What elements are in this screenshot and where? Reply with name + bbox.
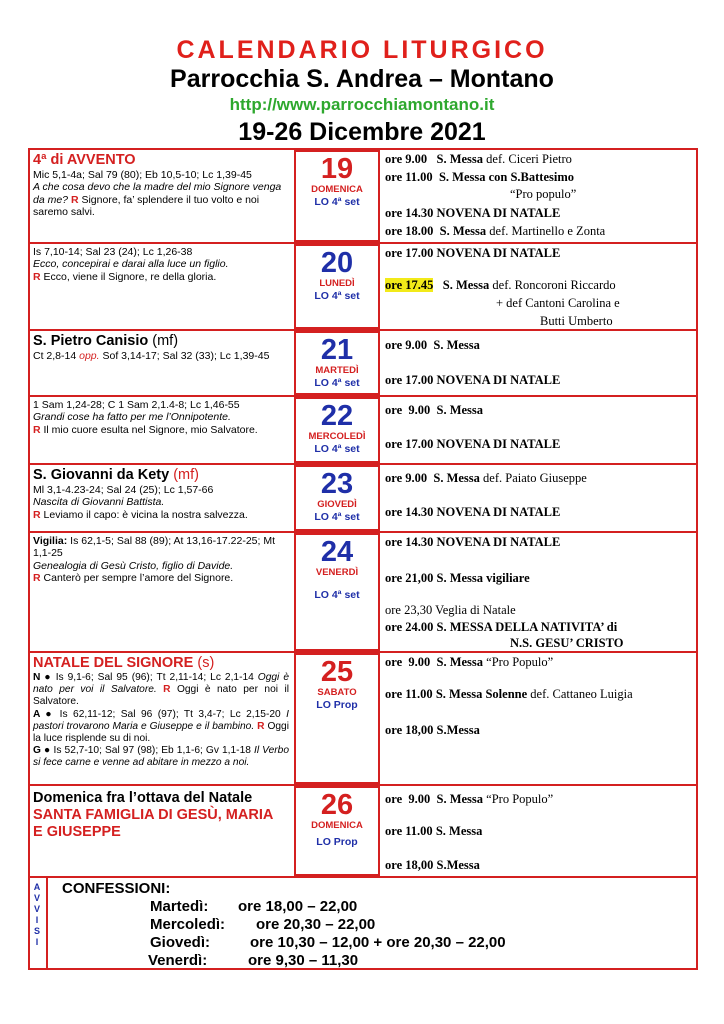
event-line: ore 9.00 S. Messa def. Ciceri Pietro <box>385 152 572 166</box>
response: Signore, fa’ splendere il tuo volto e noi saremo salvi. <box>33 193 260 219</box>
notices-label: A V V I S I <box>33 882 41 947</box>
event-line: ore 17.00 NOVENA DI NATALE <box>385 437 561 451</box>
day-row-25 <box>30 651 696 784</box>
event-line: ore 17.00 NOVENA DI NATALE <box>385 246 561 260</box>
confession-hours: ore 10,30 – 12,00 + ore 20,30 – 22,00 <box>250 934 506 951</box>
liturgy-of-hours: LO 4ª set <box>314 511 360 523</box>
event-line: ore 18.00 S. Messa def. Martinello e Zonta <box>385 224 606 238</box>
confession-day: Venerdì: <box>148 952 208 969</box>
day-cell <box>294 244 380 329</box>
day-number: 24 <box>320 536 354 568</box>
feast-subtitle: SANTA FAMIGLIA DI GESÙ, MARIA E GIUSEPPE <box>33 807 273 840</box>
day-cell <box>294 653 380 784</box>
vigil-label: Vigilia: <box>33 535 68 547</box>
events-cell <box>382 533 696 651</box>
parish-url[interactable]: http://www.parrocchiamontano.it <box>229 95 495 114</box>
response: Il mio cuore esulta nel Signore, mio Salvatore. <box>43 423 258 436</box>
feast-rank: (mf) <box>173 467 199 483</box>
weekday: MARTEDÌ <box>315 365 359 376</box>
event-line: ore 14.30 NOVENA DI NATALE <box>385 206 561 220</box>
response-mark: R <box>33 423 41 436</box>
liturgy-cell <box>30 786 292 876</box>
event-line: ore 11.00 S. Messa con S.Battesimo <box>385 170 575 184</box>
readings: Ml 3,1-4.23-24; Sal 24 (25); Lc 1,57-66 <box>33 484 214 496</box>
events-cell <box>382 244 696 329</box>
event-line: ore 24.00 S. MESSA DELLA NATIVITA’ di <box>385 620 618 634</box>
day-row-20 <box>30 242 696 329</box>
event-line: ore 11.00 S. Messa Solenne def. Cattaneo Luigia <box>385 687 633 701</box>
notices-divider <box>46 878 48 968</box>
event-line: “Pro populo” <box>510 187 577 201</box>
day-row-24 <box>30 531 696 651</box>
event-line: ore 23,30 Veglia di Natale <box>385 603 516 617</box>
feast-title: NATALE DEL SIGNORE <box>33 655 194 671</box>
day-row-19 <box>30 150 696 242</box>
event-line: ore 18,00 S.Messa <box>385 858 480 872</box>
events-cell <box>382 786 696 876</box>
liturgy-cell <box>30 331 292 395</box>
antiphon: A che cosa devo che la madre del mio Signore venga da me? <box>33 181 282 206</box>
response: Ecco, viene il Signore, re della gloria. <box>43 270 217 283</box>
event-line: ore 17.00 NOVENA DI NATALE <box>385 373 561 387</box>
day-row-23 <box>30 463 696 531</box>
page-title: CALENDARIO LITURGICO <box>176 36 548 64</box>
calendar-table <box>28 148 698 970</box>
liturgy-cell <box>30 533 292 651</box>
event-line: ore 9.00 S. Messa “Pro Populo” <box>385 792 554 806</box>
feast-rank: (mf) <box>152 333 179 349</box>
weekday: VENERDÌ <box>315 567 359 578</box>
liturgy-of-hours: LO Prop <box>316 836 358 848</box>
confession-hours: ore 18,00 – 22,00 <box>238 898 358 915</box>
event-line: ore 9.00 S. Messa <box>385 403 484 417</box>
event-line: + def Cantoni Carolina e <box>496 296 620 310</box>
day-row-26 <box>30 784 696 876</box>
day-cell <box>294 150 380 242</box>
confession-day: Mercoledì: <box>150 916 226 933</box>
response-mark: R <box>70 193 79 206</box>
liturgy-cell <box>30 653 292 784</box>
antiphon: Genealogia di Gesù Cristo, figlio di Davide. <box>33 559 234 572</box>
event-line: N.S. GESU’ CRISTO <box>510 636 624 650</box>
liturgy-of-hours: LO 4ª set <box>314 196 360 208</box>
antiphon: Ecco, concepirai e darai alla luce un figlio. <box>33 258 229 271</box>
liturgy-of-hours: LO 4ª set <box>314 290 360 302</box>
day-row-22 <box>30 395 696 463</box>
day-number: 19 <box>320 153 354 185</box>
day-number: 22 <box>320 400 354 432</box>
events-cell <box>382 397 696 463</box>
readings: Is 7,10-14; Sal 23 (24); Lc 1,26-38 <box>33 246 193 258</box>
liturgy-of-hours: LO Prop <box>316 699 358 711</box>
weekday: DOMENICA <box>311 184 363 195</box>
mass-dawn: A ● Is 62,11-12; Sal 96 (97); Tt 3,4-7; Lc 2,15-20 I pastori trovarono Maria e Giuseppe e il bambino. R Oggi la luce risplende su di noi. <box>33 708 289 745</box>
antiphon: Nascita di Giovanni Battista. <box>33 496 165 509</box>
day-cell <box>294 397 380 463</box>
events-cell <box>382 331 696 395</box>
event-line: ore 17.45 S. Messa def. Roncoroni Riccardo <box>385 278 616 292</box>
readings: Mic 5,1-4a; Sal 79 (80); Eb 10,5-10; Lc 1,39-45 <box>33 169 252 181</box>
confessions-title: CONFESSIONI: <box>62 880 171 897</box>
liturgy-cell <box>30 465 292 531</box>
notices-row <box>30 876 696 968</box>
events-cell <box>382 150 696 242</box>
response: Leviamo il capo: è vicina la nostra salvezza. <box>43 508 248 521</box>
liturgy-of-hours: LO 4ª set <box>314 589 360 601</box>
weekday: DOMENICA <box>311 820 363 831</box>
response-mark: R <box>33 270 41 283</box>
event-line: ore 14.30 NOVENA DI NATALE <box>385 505 561 519</box>
day-number: 20 <box>320 247 354 279</box>
confession-day: Martedì: <box>150 898 209 915</box>
event-line: ore 14.30 NOVENA DI NATALE <box>385 535 561 549</box>
response-mark: R <box>33 508 41 521</box>
feast-title: 4ª di AVVENTO <box>33 152 136 168</box>
antiphon: Grandi cose ha fatto per me l’Onnipotente. <box>33 411 231 424</box>
liturgy-of-hours: LO 4ª set <box>314 443 360 455</box>
parish-name: Parrocchia S. Andrea – Montano <box>170 65 554 93</box>
day-row-21 <box>30 329 696 395</box>
confession-hours: ore 20,30 – 22,00 <box>256 916 376 933</box>
event-line: Butti Umberto <box>540 314 613 328</box>
liturgy-of-hours: LO 4ª set <box>314 377 360 389</box>
response-mark: R <box>33 572 41 585</box>
event-line: ore 9.00 S. Messa <box>385 338 480 352</box>
weekday: LUNEDÌ <box>319 278 355 289</box>
day-number: 25 <box>320 656 354 688</box>
mass-night: N ● Is 9,1-6; Sal 95 (96); Tt 2,11-14; Lc 2,1-14 Oggi è nato per voi il Salvatore. R Oggi è nato per noi il Salvatore. <box>33 672 289 708</box>
date-range: 19-26 Dicembre 2021 <box>238 118 486 146</box>
day-cell <box>294 331 380 395</box>
event-line: ore 21,00 S. Messa vigiliare <box>385 571 530 585</box>
liturgy-cell <box>30 244 292 329</box>
feast-rank: (s) <box>197 655 215 671</box>
event-line: ore 9.00 S. Messa def. Paiato Giuseppe <box>385 471 587 485</box>
day-number: 23 <box>320 468 354 500</box>
liturgy-cell <box>30 150 292 242</box>
mass-day: G ● Is 52,7-10; Sal 97 (98); Eb 1,1-6; Gv 1,1-18 Il Verbo si fece carne e venne ad abitare in mezzo a noi. <box>33 745 289 769</box>
readings: 1 Sam 1,24-28; C 1 Sam 2,1.4-8; Lc 1,46-55 <box>33 399 240 411</box>
liturgy-cell <box>30 397 292 463</box>
day-number: 21 <box>320 334 354 366</box>
confession-day: Giovedì: <box>150 934 211 951</box>
feast-title: S. Pietro Canisio <box>33 333 149 349</box>
event-line: ore 11.00 S. Messa <box>385 824 483 838</box>
event-line: ore 9.00 S. Messa “Pro Populo” <box>385 655 554 669</box>
day-cell <box>294 786 380 876</box>
events-cell <box>382 465 696 531</box>
response: Canterò per sempre l’amore del Signore. <box>43 572 234 585</box>
event-line: ore 18,00 S.Messa <box>385 723 480 737</box>
day-cell <box>294 465 380 531</box>
readings: Vigilia: Is 62,1-5; Sal 88 (89); At 13,16-17.22-25; Mt 1,1-25 <box>33 535 276 560</box>
day-cell <box>294 533 380 651</box>
feast-title: S. Giovanni da Kety <box>33 467 170 483</box>
readings: Ct 2,8-14 opp. Sof 3,14-17; Sal 32 (33); Lc 1,39-45 <box>33 350 270 362</box>
confession-hours: ore 9,30 – 11,30 <box>248 952 359 969</box>
events-cell <box>382 653 696 784</box>
weekday: GIOVEDÌ <box>317 499 357 510</box>
weekday: MERCOLEDÌ <box>308 431 366 442</box>
feast-title: Domenica fra l’ottava del Natale <box>33 790 253 806</box>
day-number: 26 <box>320 789 354 821</box>
weekday: SABATO <box>317 687 357 698</box>
